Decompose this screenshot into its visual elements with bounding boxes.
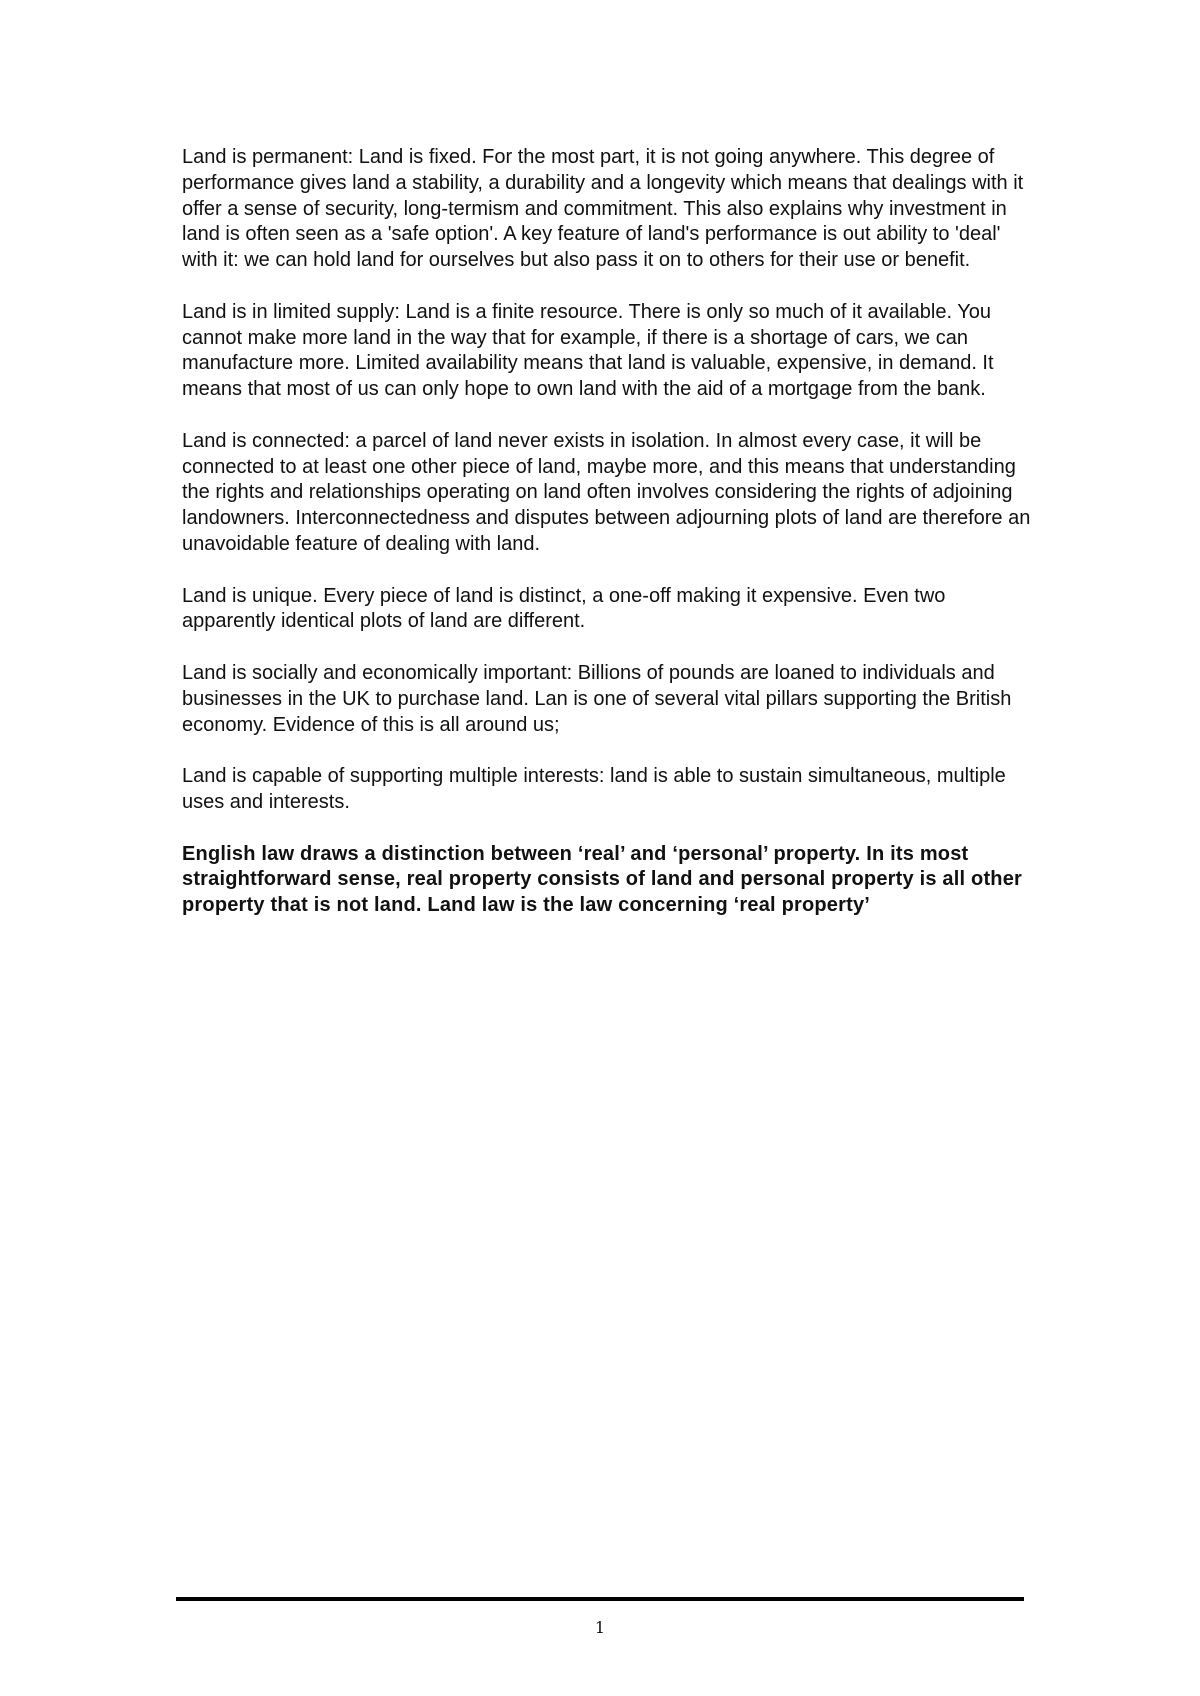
paragraph-real-personal-property: English law draws a distinction between ‘real’ and ‘personal’ property. In its most straightforward sense, real property consists of land and personal property is all other property that is not land. Land law is the law concerning ‘real property’ [182,842,1023,917]
page-number: 1 [594,1618,606,1637]
paragraph-land-connected: Land is connected: a parcel of land never exists in isolation. In almost every case, it will be connected to at least one other piece of land, maybe more, and this means that understanding the rights and relationships operating on land often involves considering the rights of adjoining landowners. Interconnectedness and disputes between adjourning plots of land are therefore an unavoidable feature of dealing with land. [182,429,1031,555]
document-body [182,145,1032,945]
paragraph-land-unique: Land is unique. Every piece of land is distinct, a one-off making it expensive. Even two apparently identical plots of land are different. [182,584,946,633]
paragraph-land-permanent: Land is permanent: Land is fixed. For the most part, it is not going anywhere. This degree of performance gives land a stability, a durability and a longevity which means that dealings with it offer a sense of security, long-termism and commitment. This also explains why investment in land is often seen as a 'safe option'. A key feature of land's performance is out ability to 'deal' with it: we can hold land for ourselves but also pass it on to others for their use or benefit. [182,146,1024,272]
paragraph-land-limited-supply: Land is in limited supply: Land is a finite resource. There is only so much of it available. You cannot make more land in the way that for example, if there is a shortage of cars, we can manufacture more. Limited availability means that land is valuable, expensive, in demand. It means that most of us can only hope to own land with the aid of a mortgage from the bank. [182,300,994,401]
paragraph-land-multiple-interests: Land is capable of supporting multiple interests: land is able to sustain simultaneous, multiple uses and interests. [182,765,1006,813]
paragraph-land-important: Land is socially and economically important: Billions of pounds are loaned to individuals and businesses in the UK to purchase land. Lan is one of several vital pillars supporting the British economy. Evidence of this is all around us; [182,661,1012,736]
footer-divider [176,1597,1024,1601]
